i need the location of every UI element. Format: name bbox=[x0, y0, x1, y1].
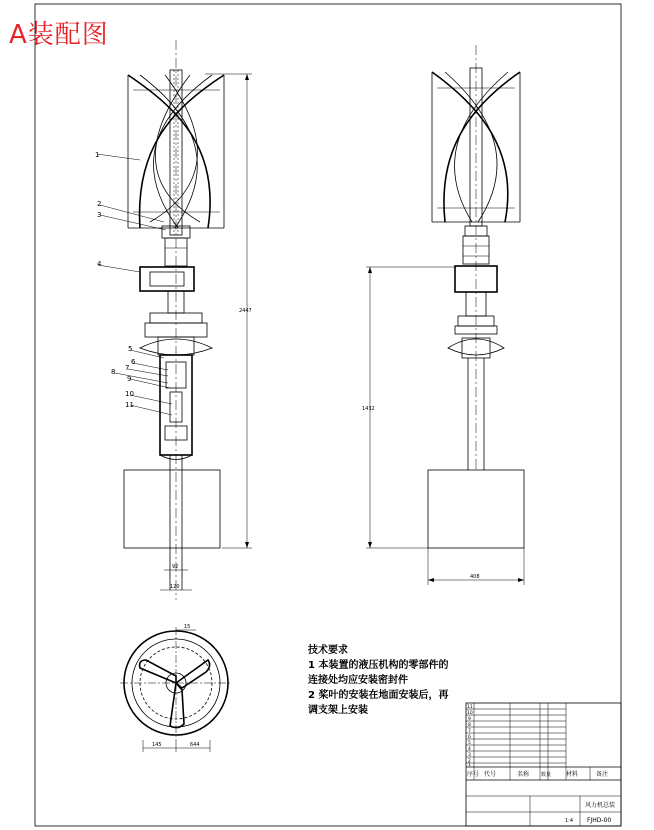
header-name: 名称 bbox=[517, 771, 530, 778]
balloon-11: 11 bbox=[125, 401, 134, 409]
tech-notes-heading: 技术要求 bbox=[308, 645, 348, 656]
balloon-5: 5 bbox=[128, 345, 133, 353]
title-block bbox=[466, 703, 621, 826]
dim-bottom-top: 15 bbox=[184, 624, 191, 630]
dim-bottom-right: 644 bbox=[190, 742, 200, 748]
drawing-name: 风力机总装 bbox=[585, 802, 616, 809]
dim-base-a: 92 bbox=[172, 564, 179, 570]
parts-row-8: 8 bbox=[468, 723, 471, 728]
drawing-number: FJHD-00 bbox=[587, 817, 612, 824]
balloon-10: 10 bbox=[125, 390, 134, 398]
parts-row-9: 9 bbox=[468, 717, 471, 722]
dim-bottom-left: 145 bbox=[152, 742, 162, 748]
parts-row-5: 5 bbox=[468, 741, 471, 746]
bottom-view bbox=[120, 624, 232, 752]
header-remark: 备注 bbox=[596, 771, 609, 778]
parts-row-10: 10 bbox=[467, 711, 473, 716]
tech-note-line-4: 调支架上安装 bbox=[308, 705, 368, 716]
balloon-3: 3 bbox=[97, 211, 102, 219]
balloon-6: 6 bbox=[131, 358, 136, 366]
side-view bbox=[362, 45, 524, 585]
dim-height-front: 2447 bbox=[239, 308, 252, 314]
parts-row-1: 1 bbox=[468, 763, 471, 768]
balloon-2: 2 bbox=[97, 200, 102, 208]
header-code: 代号 bbox=[484, 771, 497, 778]
parts-row-7: 7 bbox=[468, 729, 471, 734]
dim-height-side: 1432 bbox=[362, 406, 375, 412]
balloon-4: 4 bbox=[97, 260, 102, 268]
parts-row-2: 2 bbox=[468, 759, 471, 764]
tech-note-line-2: 连接处均应安装密封件 bbox=[308, 675, 408, 686]
parts-row-11: 11 bbox=[467, 705, 473, 710]
balloon-9: 9 bbox=[127, 375, 132, 383]
parts-row-6: 6 bbox=[468, 735, 471, 740]
header-seq: 序号 bbox=[467, 771, 480, 778]
front-view bbox=[95, 40, 252, 600]
balloon-7: 7 bbox=[125, 364, 130, 372]
header-qty: 数量 bbox=[541, 772, 552, 778]
tech-note-line-1: 1 本装置的液压机构的零部件的 bbox=[308, 660, 449, 671]
drawing-scale: 1:4 bbox=[565, 818, 574, 824]
dim-base-b: 120 bbox=[170, 584, 180, 590]
balloon-1: 1 bbox=[95, 151, 100, 159]
dim-width-side: 408 bbox=[470, 574, 480, 580]
tech-note-line-3: 2 桨叶的安装在地面安装后，再 bbox=[308, 690, 449, 701]
drawing-title: A装配图 bbox=[9, 20, 109, 50]
parts-row-4: 4 bbox=[468, 747, 471, 752]
parts-row-3: 3 bbox=[468, 753, 471, 758]
header-material: 材料 bbox=[566, 771, 579, 778]
technical-requirements bbox=[308, 643, 448, 718]
balloon-8: 8 bbox=[111, 368, 116, 376]
